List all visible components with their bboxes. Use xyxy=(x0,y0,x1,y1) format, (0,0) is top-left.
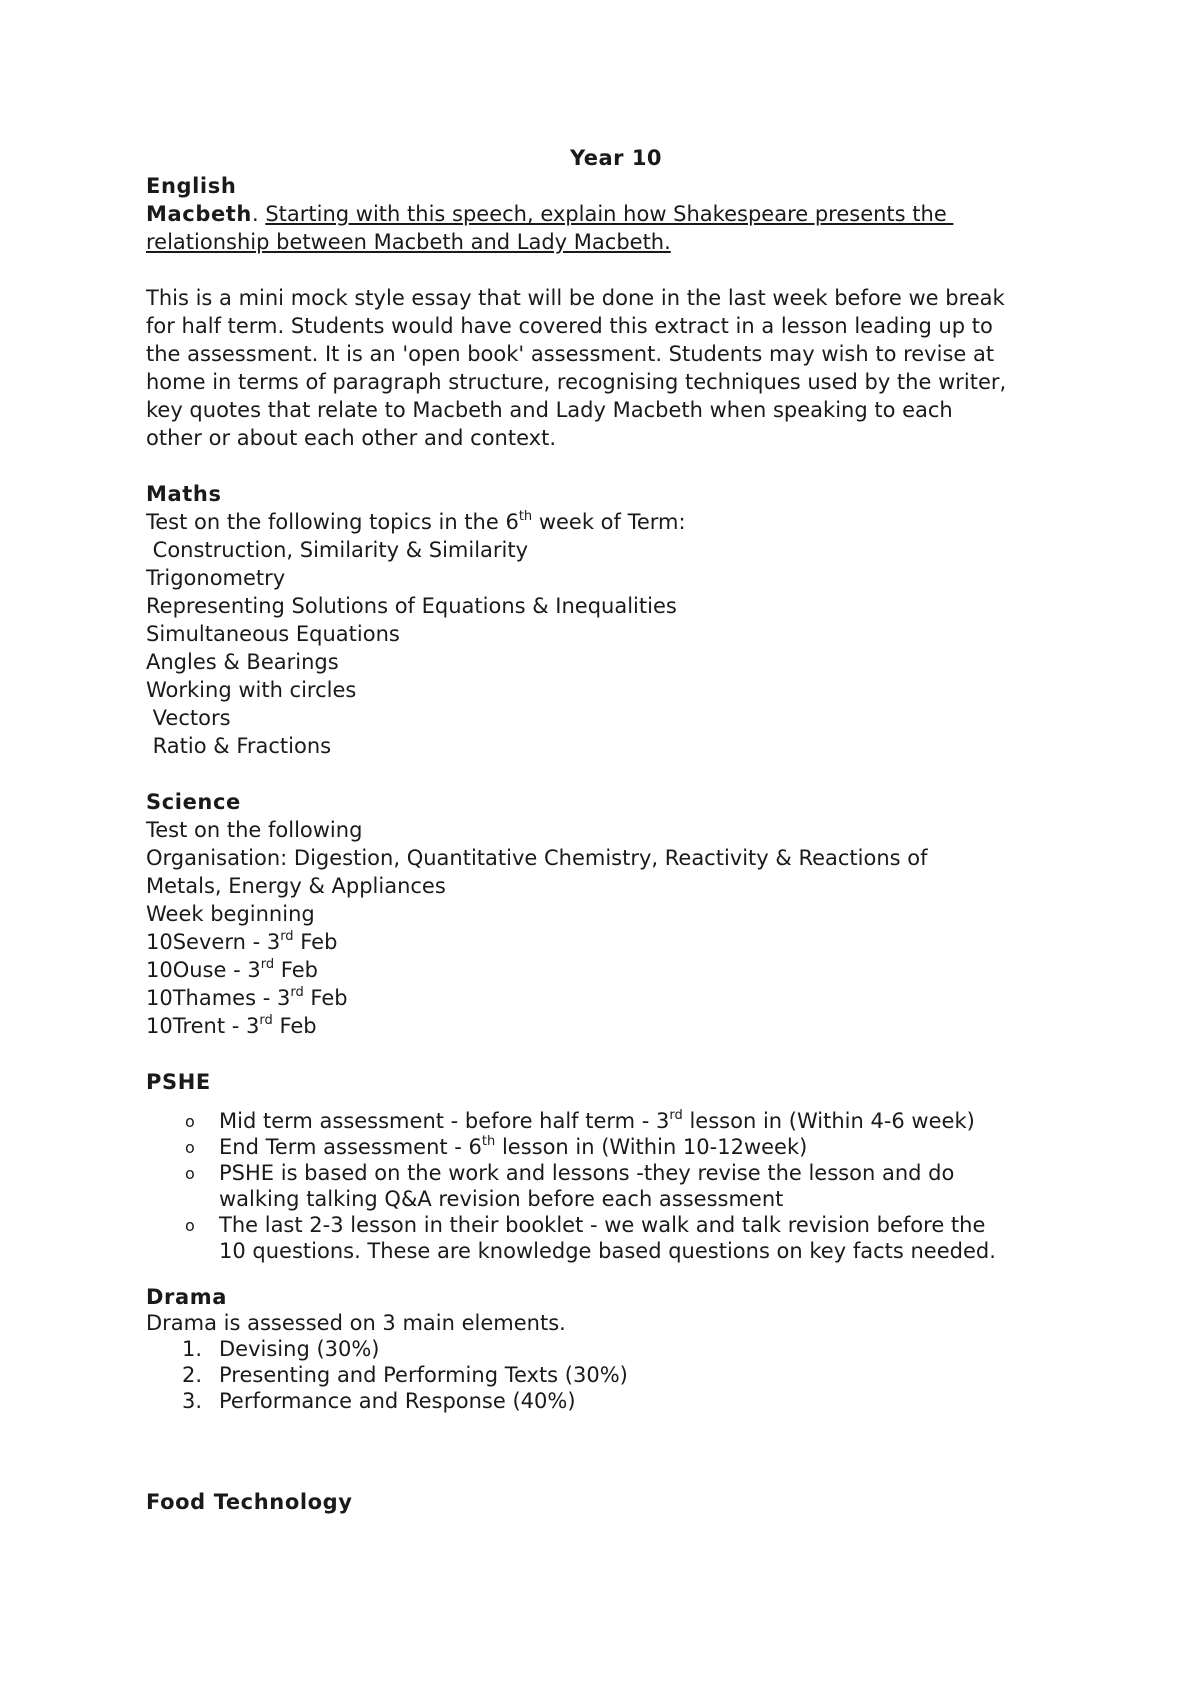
class-name: 10Thames - 3 xyxy=(146,986,291,1010)
pshe-list xyxy=(146,1108,1086,1264)
class-date-sup: rd xyxy=(280,929,294,944)
bullet-marker: o xyxy=(185,1112,195,1131)
pshe-heading: PSHE xyxy=(146,1070,211,1094)
english-task-line1: Starting with this speech, explain how Shakespeare presents the xyxy=(265,202,954,226)
pshe-item-text: End Term assessment - 6 xyxy=(219,1135,482,1159)
english-desc-line: home in terms of paragraph structure, recognising techniques used by the writer, xyxy=(146,370,1007,394)
list-item xyxy=(146,1108,1086,1134)
pshe-item-line: The last 2-3 lesson in their booklet - we walk and talk revision before the xyxy=(219,1213,986,1237)
bullet-marker: o xyxy=(185,1216,195,1235)
science-intro: Test on the following xyxy=(146,818,363,842)
drama-list xyxy=(146,1336,1086,1414)
english-desc-line: This is a mini mock style essay that will be done in the last week before we break xyxy=(146,286,1005,310)
drama-item-text: Presenting and Performing Texts (30%) xyxy=(219,1363,628,1387)
drama-intro: Drama is assessed on 3 main elements. xyxy=(146,1311,566,1335)
class-name: 10Trent - 3 xyxy=(146,1014,260,1038)
drama-item-text: Devising (30%) xyxy=(219,1337,380,1361)
maths-topic: Angles & Bearings xyxy=(146,650,339,674)
class-name: 10Severn - 3 xyxy=(146,930,281,954)
english-desc-line: key quotes that relate to Macbeth and Lady Macbeth when speaking to each xyxy=(146,398,953,422)
maths-topic: Working with circles xyxy=(146,678,357,702)
list-item xyxy=(146,1160,1086,1212)
pshe-item-sup: rd xyxy=(669,1108,683,1123)
english-text-label: Macbeth xyxy=(146,202,252,226)
science-class-row xyxy=(146,1012,1086,1040)
list-item xyxy=(146,1362,1086,1388)
class-month: Feb xyxy=(293,930,338,954)
maths-intro-text-end: week of Term: xyxy=(532,510,686,534)
list-item xyxy=(146,1388,1086,1414)
english-separator: . xyxy=(251,202,266,226)
class-date-sup: rd xyxy=(290,985,304,1000)
list-item xyxy=(146,1134,1086,1160)
maths-topic: Construction, Similarity & Similarity xyxy=(146,538,529,562)
list-number: 2. xyxy=(182,1363,203,1387)
science-topics-line2: Metals, Energy & Appliances xyxy=(146,874,446,898)
maths-topic: Trigonometry xyxy=(146,566,286,590)
science-week-label: Week beginning xyxy=(146,902,315,926)
class-name: 10Ouse - 3 xyxy=(146,958,261,982)
maths-intro-sup: th xyxy=(518,509,533,524)
pshe-item-line: 10 questions. These are knowledge based questions on key facts needed. xyxy=(219,1239,996,1263)
pshe-item-text-end: lesson in (Within 10-12week) xyxy=(495,1135,808,1159)
maths-intro-text: Test on the following topics in the 6 xyxy=(146,510,519,534)
document-content xyxy=(146,144,1086,1516)
english-desc-line: other or about each other and context. xyxy=(146,426,556,450)
list-item xyxy=(146,1212,1086,1264)
bullet-marker: o xyxy=(185,1138,195,1157)
pshe-item-text: Mid term assessment - before half term - 3 xyxy=(219,1109,670,1133)
maths-topic: Simultaneous Equations xyxy=(146,622,400,646)
science-topics-line1: Organisation: Digestion, Quantitative Chemistry, Reactivity & Reactions of xyxy=(146,846,928,870)
class-month: Feb xyxy=(272,1014,317,1038)
maths-topic: Representing Solutions of Equations & Inequalities xyxy=(146,594,677,618)
class-month: Feb xyxy=(274,958,318,982)
maths-topic: Vectors xyxy=(146,706,231,730)
pshe-item-line: walking talking Q&A revision before each assessment xyxy=(219,1187,784,1211)
page-title: Year 10 xyxy=(569,146,663,170)
list-number: 3. xyxy=(182,1389,203,1413)
list-item xyxy=(146,1336,1086,1362)
science-class-row xyxy=(146,956,1086,984)
english-desc-line: for half term. Students would have covered this extract in a lesson leading up to xyxy=(146,314,993,338)
bullet-marker: o xyxy=(185,1164,195,1183)
class-date-sup: rd xyxy=(259,1013,273,1028)
science-class-row xyxy=(146,984,1086,1012)
drama-item-text: Performance and Response (40%) xyxy=(219,1389,576,1413)
maths-topic: Ratio & Fractions xyxy=(146,734,332,758)
science-heading: Science xyxy=(146,790,241,814)
english-task-line2: relationship between Macbeth and Lady Macbeth. xyxy=(146,230,671,254)
food-technology-heading: Food Technology xyxy=(146,1490,353,1514)
pshe-item-line: PSHE is based on the work and lessons -they revise the lesson and do xyxy=(219,1161,955,1185)
maths-heading: Maths xyxy=(146,482,222,506)
class-month: Feb xyxy=(303,986,348,1010)
pshe-item-sup: th xyxy=(481,1134,496,1149)
english-task xyxy=(146,200,1086,228)
pshe-item-text-end: lesson in (Within 4-6 week) xyxy=(682,1109,975,1133)
list-number: 1. xyxy=(182,1337,203,1361)
science-class-row xyxy=(146,928,1086,956)
class-date-sup: rd xyxy=(260,957,275,972)
maths-intro xyxy=(146,508,1086,536)
drama-heading: Drama xyxy=(146,1285,228,1309)
english-heading: English xyxy=(146,174,237,198)
english-desc-line: the assessment. It is an 'open book' assessment. Students may wish to revise at xyxy=(146,342,995,366)
